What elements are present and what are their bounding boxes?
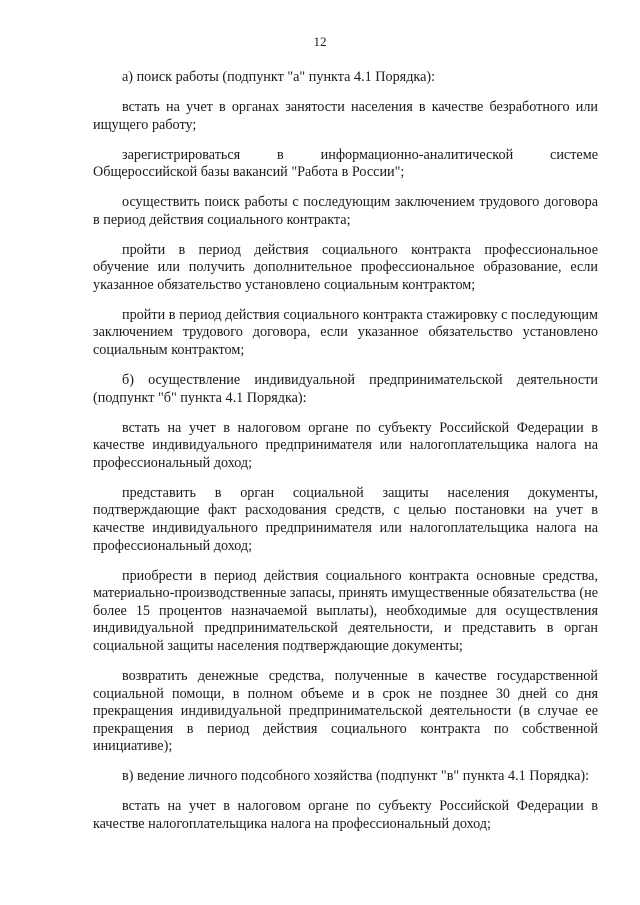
paragraph-return-funds: возвратить денежные средства, полученные в качестве государственной социальной помощи, в полном объеме и в срок не позднее 30 дней со дня прекращения индивидуальной предпринимательской деятельности (в случае ее прекращения в период действия социального контракта по собственной инициативе); xyxy=(93,667,598,755)
paragraph-job-search: осуществить поиск работы с последующим заключением трудового договора в период действия социального контракта; xyxy=(93,194,598,228)
paragraph-job-database-registration: зарегистрироваться в информационно-аналитической системе Общероссийской базы вакансий "Работа в России"; xyxy=(93,146,598,181)
paragraph-expense-documents: представить в орган социальной защиты населения документы, подтверждающие факт расходования средств, с целью постановки на учет в качестве индивидуального предпринимателя или налогоплательщика налога на профессиональный доход; xyxy=(93,484,598,554)
section-c-heading: в) ведение личного подсобного хозяйства (подпункт "в" пункта 4.1 Порядка): xyxy=(122,768,590,785)
paragraph-tax-registration-entrepreneur: встать на учет в налоговом органе по субъекту Российской Федерации в качестве индивидуального предпринимателя или налогоплательщика налога на профессиональный доход; xyxy=(93,419,598,471)
paragraph-tax-registration-self-employed: встать на учет в налоговом органе по субъекту Российской Федерации в качестве налогоплательщика налога на профессиональный доход; xyxy=(93,798,598,832)
paragraph-internship: пройти в период действия социального контракта стажировку с последующим заключением трудового договора, если указанное обязательство установлено социальным контрактом; xyxy=(93,306,598,359)
paragraph-acquire-assets: приобрести в период действия социального контракта основные средства, материально-производственные запасы, принять имущественные обязательства (не более 15 процентов назначаемой выплаты), необходимые для осуществления индивидуальной предпринимательской деятельности, и представить в орган социальной защиты населения подтверждающие документы; xyxy=(93,567,598,654)
paragraph-professional-training: пройти в период действия социального контракта профессиональное обучение или получить дополнительное профессиональное образование, если указанное обязательство установлено социальным контрактом; xyxy=(93,241,598,293)
section-a-heading: а) поиск работы (подпункт "а" пункта 4.1 Порядка): xyxy=(122,69,436,85)
document-body xyxy=(93,69,598,846)
page-number: 12 xyxy=(313,34,327,49)
section-b-heading: б) осуществление индивидуальной предпринимательской деятельности (подпункт "б" пункта 4.1 Порядка): xyxy=(93,372,598,406)
paragraph-employment-registration: встать на учет в органах занятости населения в качестве безработного или ищущего работу; xyxy=(93,98,598,133)
